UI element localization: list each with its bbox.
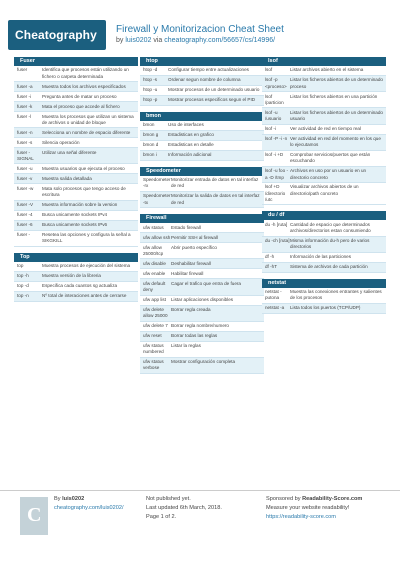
command-cell: ufw default deny xyxy=(143,280,166,292)
section-title: netstat xyxy=(262,279,386,288)
description-cell: Especifica cada cuantos sg actualiza xyxy=(42,283,118,289)
command-cell: lsof /particion xyxy=(265,93,284,105)
description-cell: Listar archivos abierto en el sistema xyxy=(290,67,364,73)
description-cell: Listar los ficheros abiertos en una partición xyxy=(290,93,378,99)
command-cell: ufw status numbered xyxy=(143,343,164,355)
table-row xyxy=(140,332,264,342)
command-cell: htop -d xyxy=(143,67,158,73)
table-row xyxy=(262,288,386,304)
command-cell: ufw enable xyxy=(143,270,166,276)
description-cell: Selecciona un nombre de espacio diferente xyxy=(42,129,131,135)
command-cell: fuser xyxy=(17,67,28,73)
section-title: du / df xyxy=(262,211,386,220)
command-cell: ufw delete 7 xyxy=(143,323,168,329)
command-cell: ufw disable xyxy=(143,260,166,266)
description-cell: Información de las particiones xyxy=(290,254,352,260)
command-cell: netstat -a xyxy=(265,305,285,311)
table-row xyxy=(262,92,386,108)
description-cell: Busca unicamente sockets IPv6 xyxy=(42,222,108,227)
section-speedometer xyxy=(140,167,264,208)
description-cell: Ver actividad en red del momento en los que lo ejecutamos xyxy=(290,135,381,148)
command-cell: bmon i xyxy=(143,152,157,158)
description-cell: Mostrar procesos especificos segun el PID xyxy=(168,97,256,103)
section-title: Top xyxy=(14,253,138,262)
table-row xyxy=(262,263,386,273)
section-lsof xyxy=(262,57,386,205)
description-cell: Borrar regla nombre/numero xyxy=(171,323,229,329)
section-title: bmon xyxy=(140,112,264,121)
table-row xyxy=(140,121,264,131)
description-cell: Lista todos los puertos (TCP/UDP) xyxy=(290,305,361,311)
table-row xyxy=(14,82,138,92)
author-avatar xyxy=(20,497,48,535)
description-cell: Misma información du-h pero de varios directorios xyxy=(290,238,370,250)
command-cell: top -d xyxy=(17,283,29,289)
table-row xyxy=(262,66,386,76)
table-row xyxy=(140,322,264,332)
page-number: Page 1 of 2. xyxy=(146,514,177,520)
description-cell: Busca unicamente sockets IPv4 xyxy=(42,212,108,218)
command-cell: fuser -l xyxy=(17,113,32,119)
table-row xyxy=(262,183,386,205)
table-row xyxy=(262,125,386,135)
command-cell: lsof -i xyxy=(265,125,276,131)
description-cell: Cantidad de espacio que determinados archivos/directorios estan consumiendo xyxy=(290,221,371,234)
command-cell: df -h xyxy=(265,254,275,260)
table-row xyxy=(14,138,138,148)
command-cell: fuser -SIGNAL xyxy=(17,149,34,161)
command-cell: fuser -V xyxy=(17,202,34,208)
table-row xyxy=(140,86,264,96)
command-cell: bmon xyxy=(143,122,155,128)
table-row xyxy=(14,231,138,247)
description-cell: Muestra usuarios que ejecuta el proceso xyxy=(42,165,125,171)
table-row xyxy=(14,221,138,231)
table-row xyxy=(140,342,264,358)
command-cell: fuser - xyxy=(17,231,31,237)
table-row xyxy=(140,358,264,374)
logo-text: Cheatography xyxy=(15,28,97,42)
table-row xyxy=(14,184,138,200)
command-cell: ufw status verbose xyxy=(143,359,164,371)
table-row xyxy=(14,201,138,211)
description-cell: Muestra todos los archivos especificados xyxy=(42,83,126,89)
description-cell: Muestra los procesos que utilizan un sistema de archivos o unidad de bloque xyxy=(42,113,134,125)
section-title: Fuser xyxy=(14,57,138,66)
description-cell: Muestra información sobre la version xyxy=(42,202,118,208)
last-updated: Last updated 6th March, 2018. xyxy=(146,505,222,511)
section-table xyxy=(262,66,386,205)
section-title: htop xyxy=(140,57,264,66)
description-cell: Estadisticas en detalle xyxy=(168,142,214,148)
command-cell: lsof -u foo -a -D /tmp xyxy=(265,168,288,180)
command-cell: htop -p xyxy=(143,97,158,103)
sponsor-text: Measure your website readability! xyxy=(266,505,350,511)
published-status: Not published yet. xyxy=(146,496,191,502)
description-cell: Abrir puerto específico xyxy=(171,244,217,250)
command-cell: lsof +D /directorio /utc xyxy=(265,184,286,202)
command-cell: bmon g xyxy=(143,132,159,138)
section-table xyxy=(262,220,386,272)
command-cell: Speedometer -rx xyxy=(143,177,171,189)
table-row xyxy=(140,96,264,106)
command-cell: fuser -v xyxy=(17,175,33,181)
command-cell: fuser -a xyxy=(17,83,33,89)
footer-sponsor xyxy=(266,495,362,522)
footer-by-line xyxy=(54,495,124,504)
description-cell: Mata el proceso que accede al fichero xyxy=(42,103,120,109)
description-cell: Deshabilitar firewall xyxy=(171,260,211,266)
column-3 xyxy=(262,57,386,320)
section-netstat xyxy=(262,279,386,314)
sponsor-line xyxy=(266,495,362,504)
table-row xyxy=(262,220,386,236)
description-cell: Identifica que procesos están utilizando un fichero o carpeta determinada xyxy=(42,67,129,79)
table-row xyxy=(140,151,264,161)
command-cell: ufw status xyxy=(143,224,164,230)
section-table xyxy=(14,262,138,302)
command-cell: fuser -i xyxy=(17,93,32,99)
command-cell: fuser -u xyxy=(17,165,33,171)
table-row xyxy=(14,112,138,128)
table-row xyxy=(14,164,138,174)
table-row xyxy=(262,167,386,183)
description-cell: Comprobar servicios/puertos que están escuchando xyxy=(290,152,371,164)
section-top xyxy=(14,253,138,302)
description-cell: Borrar regla creada xyxy=(171,306,211,312)
description-cell: Listar aplicaciones disponibles xyxy=(171,296,234,302)
via-text: via xyxy=(151,37,165,44)
page-title: Firewall y Monitorizacion Cheat Sheet xyxy=(116,24,284,35)
command-cell: fuser -s xyxy=(17,139,33,145)
section-table xyxy=(140,176,264,208)
table-row xyxy=(140,233,264,243)
description-cell: Nº total de interaciones antes de cerrarse xyxy=(42,293,127,299)
section-title: Firewall xyxy=(140,214,264,223)
table-row xyxy=(14,92,138,102)
table-row xyxy=(14,66,138,82)
section-fuser xyxy=(14,57,138,247)
command-cell: ufw app list xyxy=(143,296,166,302)
cheatography-logo[interactable] xyxy=(8,20,106,50)
page-header xyxy=(0,0,400,56)
table-row xyxy=(140,243,264,259)
description-cell: Configurar tiempo entre actualizaciones xyxy=(168,67,249,73)
table-row xyxy=(262,151,386,167)
section-table xyxy=(140,121,264,161)
description-cell: Ordenar segun nombre de columna xyxy=(168,77,241,83)
description-cell: Listar los ficheros abiertos de un determinado proceso xyxy=(290,77,383,89)
table-row xyxy=(262,237,386,253)
table-row xyxy=(140,176,264,192)
byline xyxy=(116,37,275,44)
command-cell: lsof -p <proceso> xyxy=(265,77,287,89)
description-cell: Monitorizar entrada de datos en tal interfaz de red xyxy=(171,177,259,189)
section-firewall xyxy=(140,214,264,374)
command-cell: fuser -n xyxy=(17,129,33,135)
description-cell: Mata solo procesos que tengo acceso de escritura xyxy=(42,185,126,198)
command-cell: top xyxy=(17,263,24,269)
description-cell: Habilitar firewall xyxy=(171,270,204,276)
table-row xyxy=(140,279,264,295)
description-cell: Muestra procesos de ejecución del sistema xyxy=(42,263,131,269)
table-row xyxy=(140,66,264,76)
table-row xyxy=(140,76,264,86)
avatar-letter: C xyxy=(27,504,42,526)
section-title: Speedometer xyxy=(140,167,264,176)
description-cell: Listar los ficheros abiertos de un determinado usuario xyxy=(290,109,383,121)
table-row xyxy=(14,292,138,302)
sponsor-name[interactable]: Readability-Score.com xyxy=(302,496,363,502)
description-cell: Sistema de archivos de cada partición xyxy=(290,264,368,270)
table-row xyxy=(14,211,138,221)
table-row xyxy=(14,174,138,184)
table-row xyxy=(14,148,138,164)
command-cell: lsof -P -i -n xyxy=(265,135,288,141)
description-cell: Cagar el trafico que entra de fuera xyxy=(171,280,241,286)
description-cell: Muestra versión de la libreria xyxy=(42,273,101,279)
section-bmon xyxy=(140,112,264,161)
description-cell: Mostrar configuración completa xyxy=(171,359,236,365)
table-row xyxy=(262,108,386,124)
sheet-url-link[interactable]: cheatography.com/56657/cs/14996/ xyxy=(164,37,276,44)
footer-author-name[interactable]: luis0202 xyxy=(62,496,85,502)
description-cell: Silencia operación xyxy=(42,139,80,145)
command-cell: fuser -6 xyxy=(17,222,33,227)
command-cell: lsof -i +D xyxy=(265,152,284,158)
description-cell: Uso de interfaces xyxy=(168,122,204,128)
command-cell: top -n xyxy=(17,293,29,299)
table-row xyxy=(140,259,264,269)
command-cell: lsof xyxy=(265,67,273,73)
table-row xyxy=(14,128,138,138)
section-table xyxy=(262,288,386,314)
table-row xyxy=(14,272,138,282)
description-cell: Utilizar una señal diferente xyxy=(42,149,97,155)
command-cell: top -h xyxy=(17,273,29,279)
footer-author-url[interactable]: cheatography.com/luis0202/ xyxy=(54,505,124,511)
command-cell: du -ch [ruta] xyxy=(265,238,290,244)
section-table xyxy=(14,66,138,247)
description-cell: Resetea las opciones y configura la señal a SIKGKILL xyxy=(42,231,131,244)
by-prefix: by xyxy=(116,37,126,44)
section-table xyxy=(140,223,264,374)
command-cell: lsof -u /usuario xyxy=(265,109,282,121)
command-cell: fuser -w xyxy=(17,185,34,191)
command-cell: htop -u xyxy=(143,87,158,93)
command-cell: ufw reset xyxy=(143,333,162,339)
description-cell: Información adicional xyxy=(168,152,212,158)
sponsor-url[interactable]: https://readability-score.com xyxy=(266,514,336,520)
section-htop xyxy=(140,57,264,106)
table-row xyxy=(140,141,264,151)
description-cell: Ver actividad de red en tiempo real xyxy=(290,125,361,131)
footer-meta xyxy=(146,495,222,522)
table-row xyxy=(140,223,264,233)
description-cell: Archivos en uso por un usuario en un directorio concreto xyxy=(290,168,367,180)
table-row xyxy=(140,296,264,306)
footer-author xyxy=(54,495,124,513)
section-du-df xyxy=(262,211,386,272)
sponsor-prefix: Sponsored by xyxy=(266,496,303,502)
table-row xyxy=(14,102,138,112)
description-cell: Mostrar procesos de un determinado usuario xyxy=(168,87,260,93)
command-cell: netstat -putona xyxy=(265,289,282,301)
command-cell: df -hT xyxy=(265,264,277,270)
command-cell: htop -s xyxy=(143,77,158,83)
description-cell: Muestra las conexiones entrantes y salientes de los procesos xyxy=(290,289,382,301)
command-cell: fuser -k xyxy=(17,103,33,109)
table-row xyxy=(140,269,264,279)
description-cell: Borrar todas las reglas xyxy=(171,333,218,339)
table-row xyxy=(262,253,386,263)
command-cell: ufw allow 25000/tcp xyxy=(143,244,164,256)
table-row xyxy=(14,262,138,272)
description-cell: Monitorizar la salida de datos en tal interfaz de red xyxy=(171,193,260,205)
command-cell: bmon d xyxy=(143,142,159,148)
description-cell: Estado firewall xyxy=(171,224,201,230)
description-cell: Pregunta antes de matar un proceso xyxy=(42,93,117,99)
footer-by-label: By xyxy=(54,496,63,502)
command-cell: fuser -4 xyxy=(17,212,33,218)
table-row xyxy=(140,192,264,208)
command-cell: Speedometer -tx xyxy=(143,193,171,205)
description-cell: Estadisticas en grafico xyxy=(168,132,214,138)
section-title: lsof xyxy=(262,57,386,66)
section-table xyxy=(140,66,264,106)
description-cell: Muestra salida detallada xyxy=(42,175,92,181)
table-row xyxy=(140,306,264,322)
description-cell: Permitir SSH al firewall xyxy=(171,234,218,240)
page-footer xyxy=(0,490,400,566)
table-row xyxy=(262,135,386,151)
description-cell: Listar la reglas xyxy=(171,343,201,349)
table-row xyxy=(14,282,138,292)
table-row xyxy=(262,304,386,314)
command-cell: ufw allow ssh xyxy=(143,234,171,240)
description-cell: Visualizar archivos abiertos de un directorio/path concreto xyxy=(290,184,359,196)
author-link[interactable]: luis0202 xyxy=(125,37,152,44)
command-cell: ufw delete allow 25000 xyxy=(143,306,168,319)
column-1 xyxy=(14,57,138,308)
table-row xyxy=(262,76,386,92)
column-2 xyxy=(140,57,264,380)
table-row xyxy=(140,131,264,141)
command-cell: du -h [ruta] xyxy=(265,221,288,227)
